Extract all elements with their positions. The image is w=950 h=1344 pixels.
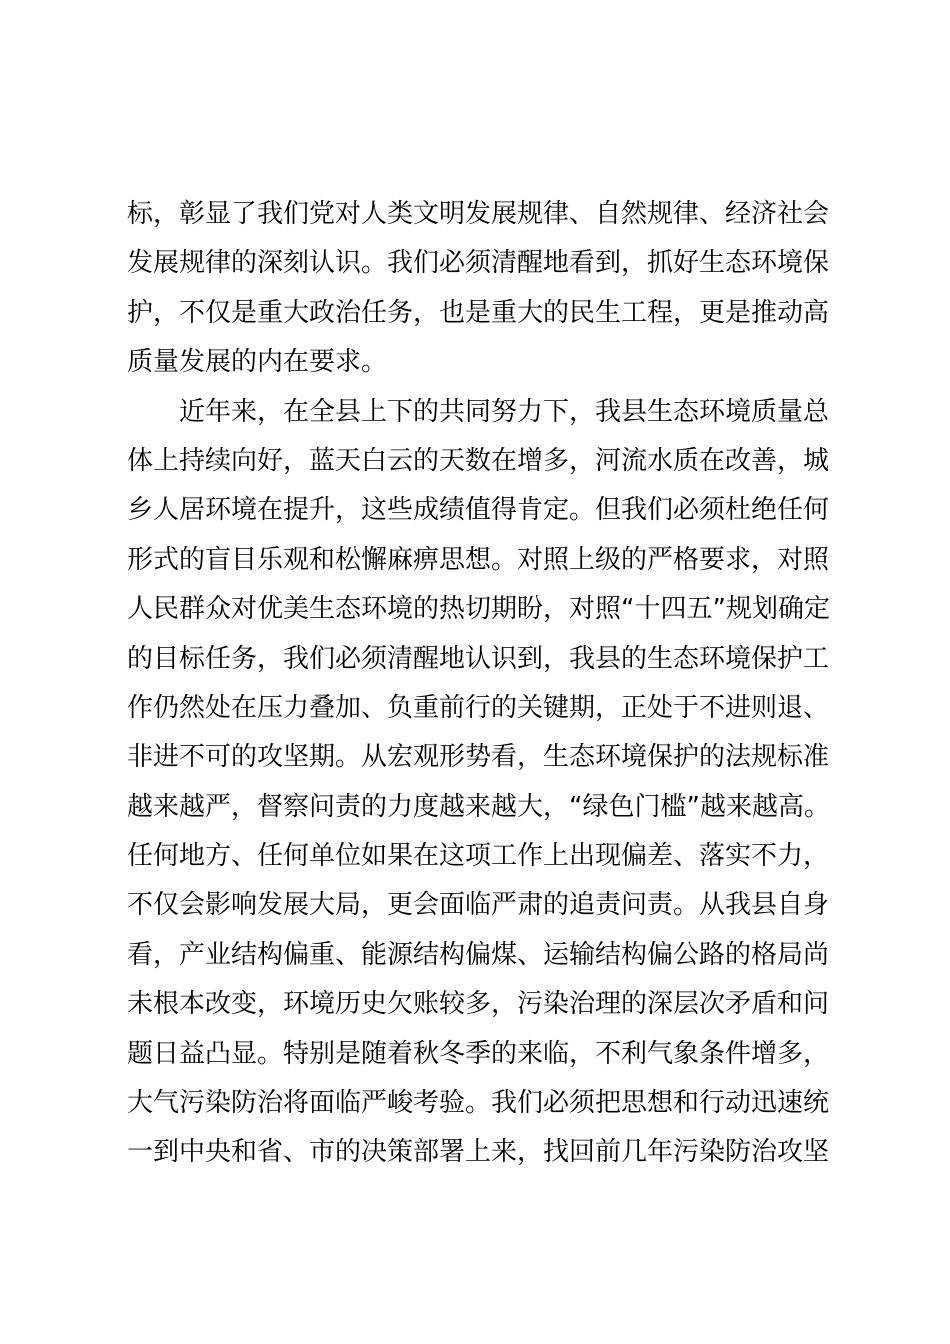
text-line: 标，彰显了我们党对人类文明发展规律、自然规律、经济社会 bbox=[127, 199, 830, 229]
text-line: 任何地方、任何单位如果在这项工作上出现偏差、落实不力， bbox=[127, 841, 830, 872]
text-line: 题日益凸显。特别是随着秋冬季的来临，不利气象条件增多， bbox=[127, 1038, 830, 1069]
text-line: 乡人居环境在提升，这些成绩值得肯定。但我们必须杜绝任何 bbox=[127, 495, 830, 526]
paragraph-1 bbox=[127, 190, 830, 388]
text-line: 发展规律的深刻认识。我们必须清醒地看到，抓好生态环境保 bbox=[127, 248, 830, 279]
body-text bbox=[127, 190, 830, 1178]
text-line: 的目标任务，我们必须清醒地认识到，我县的生态环境保护工 bbox=[127, 643, 830, 674]
text-line: 质量发展的内在要求。 bbox=[127, 347, 388, 378]
text-line: 大气污染防治将面临严峻考验。我们必须把思想和行动迅速统 bbox=[127, 1088, 830, 1119]
text-line: 护，不仅是重大政治任务，也是重大的民生工程，更是推动高 bbox=[127, 297, 830, 328]
paragraph-2 bbox=[127, 388, 830, 1178]
text-line: 体上持续向好，蓝天白云的天数在增多，河流水质在改善，城 bbox=[127, 445, 830, 476]
text-line: 近年来，在全县上下的共同努力下，我县生态环境质量总 bbox=[179, 396, 830, 427]
text-line: 未根本改变，环境历史欠账较多，污染治理的深层次矛盾和问 bbox=[127, 989, 830, 1020]
text-line: 不仅会影响发展大局，更会面临严肃的追责问责。从我县自身 bbox=[127, 890, 830, 921]
text-line: 看，产业结构偏重、能源结构偏煤、运输结构偏公路的格局尚 bbox=[127, 939, 830, 970]
text-line: 一到中央和省、市的决策部署上来，找回前几年污染防治攻坚 bbox=[127, 1137, 830, 1168]
text-line: 人民群众对优美生态环境的热切期盼，对照“十四五”规划确定 bbox=[127, 594, 830, 625]
text-line: 越来越严，督察问责的力度越来越大，“绿色门槛”越来越高。 bbox=[127, 791, 830, 822]
text-line: 作仍然处在压力叠加、负重前行的关键期，正处于不进则退、 bbox=[127, 692, 830, 723]
text-line: 非进不可的攻坚期。从宏观形势看，生态环境保护的法规标准 bbox=[127, 742, 830, 773]
text-line: 形式的盲目乐观和松懈麻痹思想。对照上级的严格要求，对照 bbox=[127, 544, 830, 575]
